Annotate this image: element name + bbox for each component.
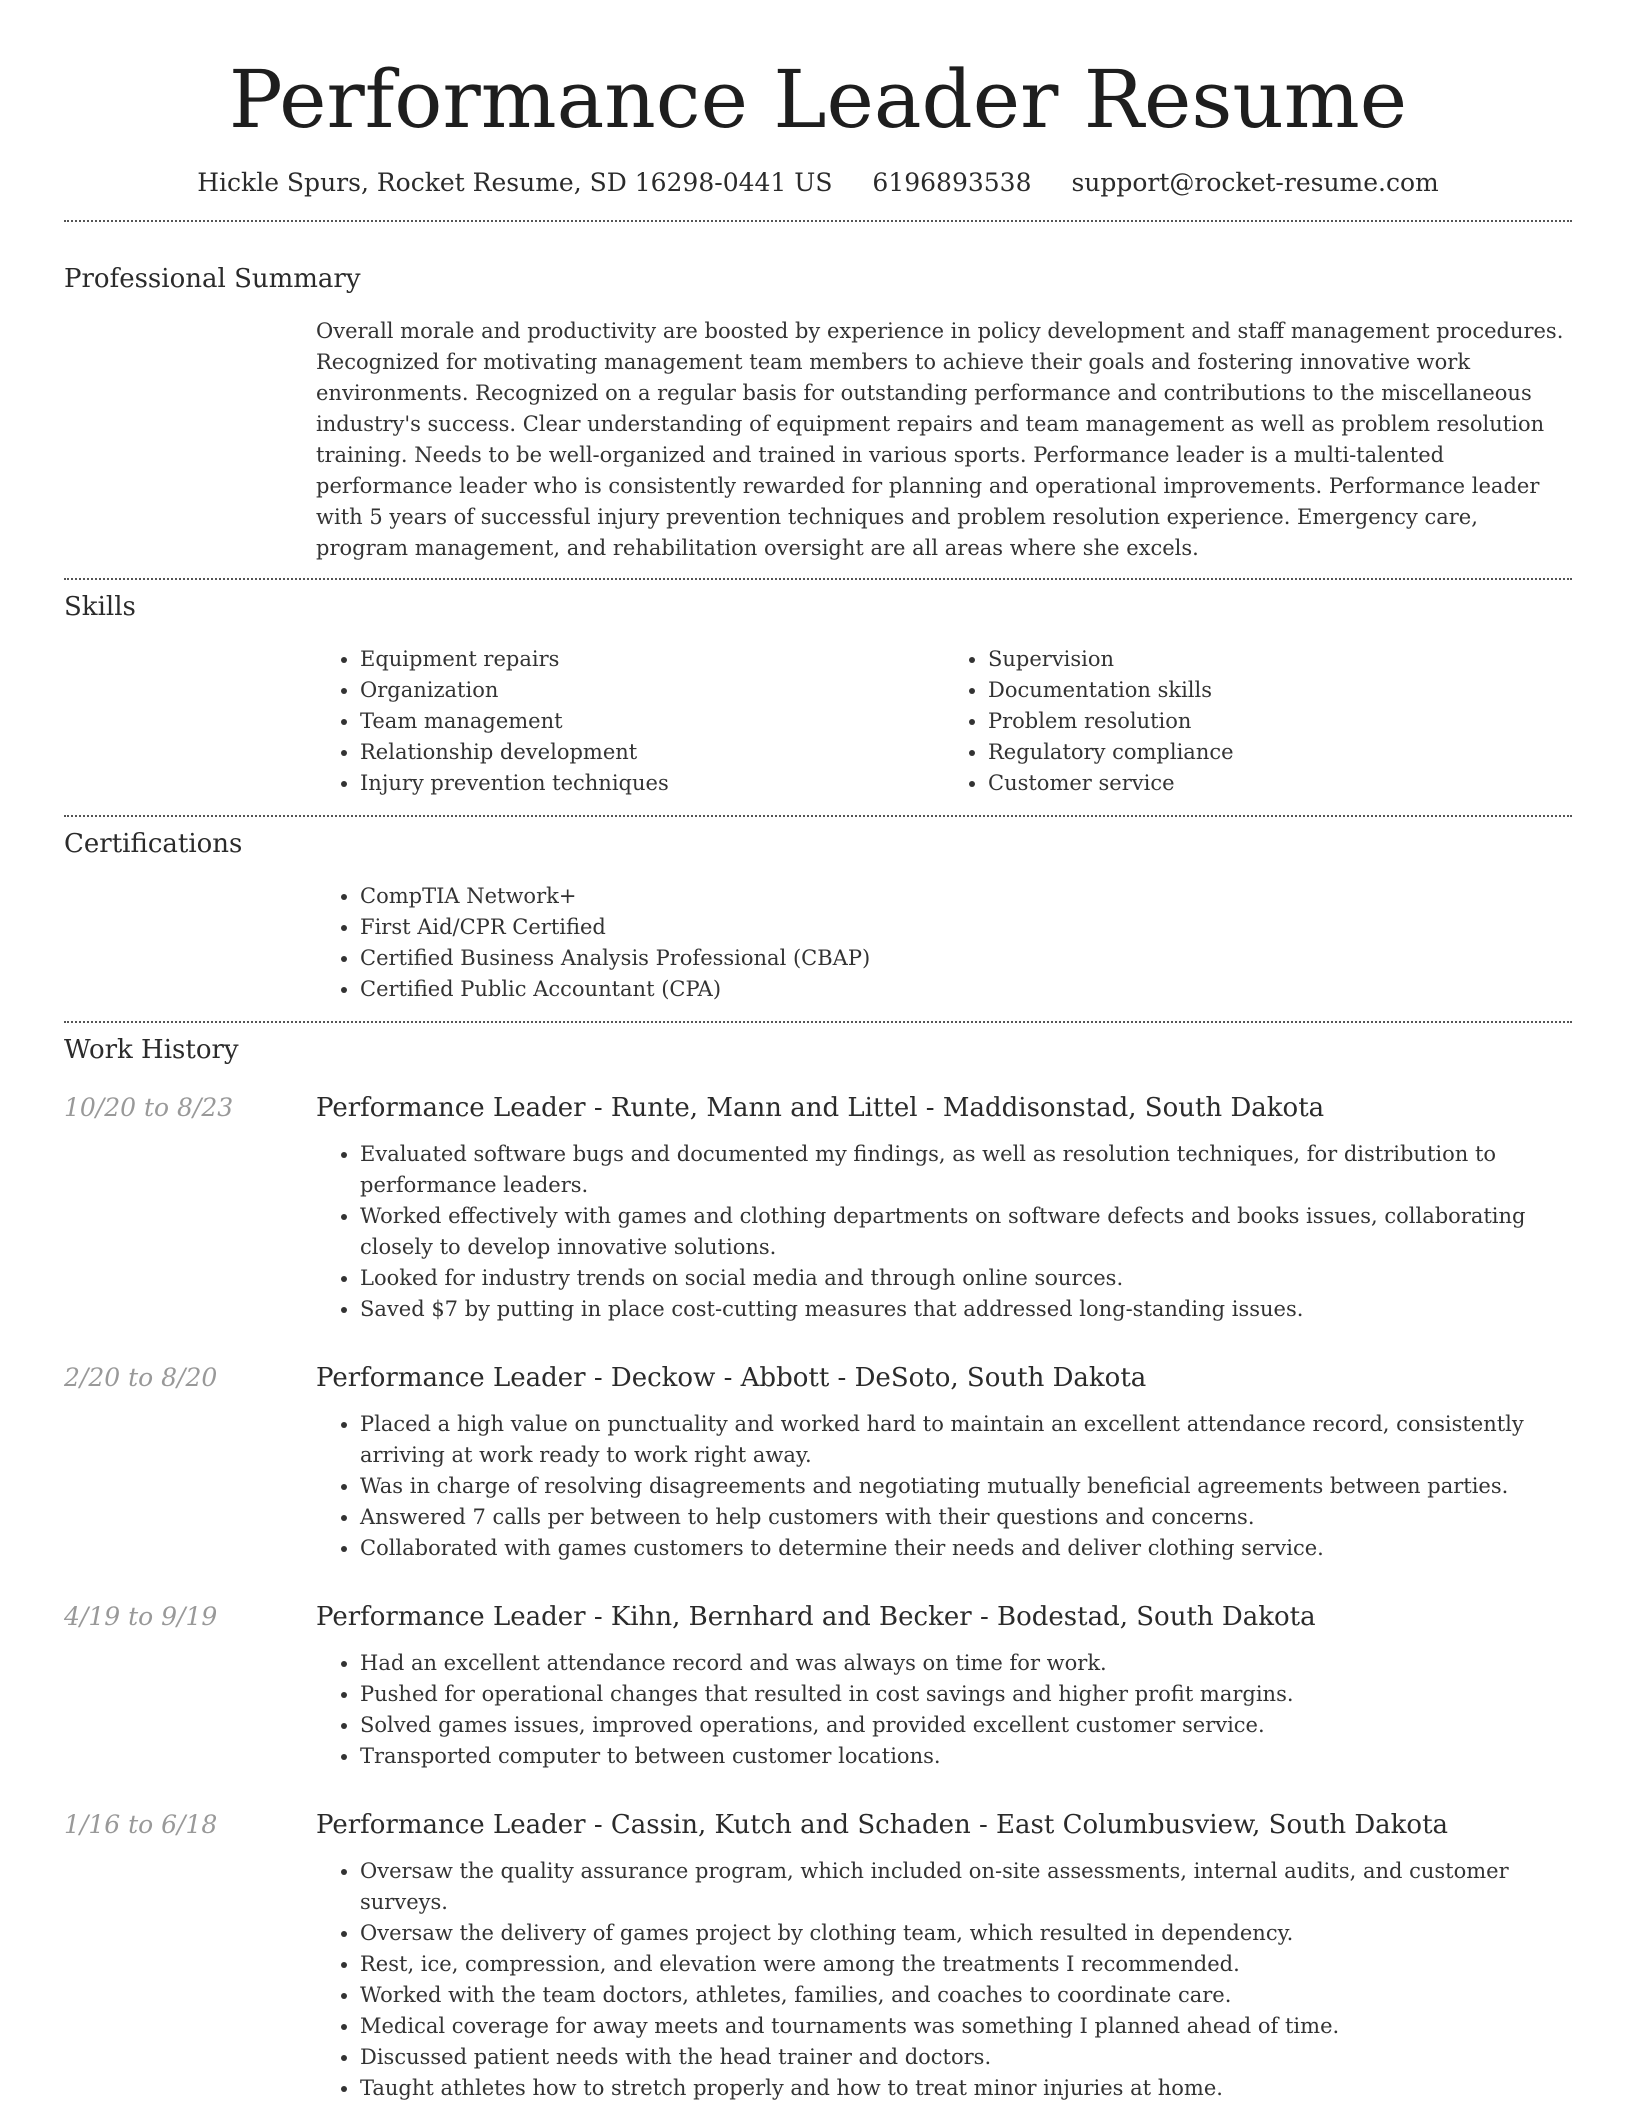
divider [64,578,1572,580]
list-item: • Rest, ice, compression, and elevation were among the treatments I recommended. [360,1949,1572,1980]
list-item: • Oversaw the quality assurance program, which included on-site assessments, internal audits, and customer surveys. [360,1856,1572,1918]
job-dates: 4/19 to 9/19 [64,1602,218,1631]
job-entry [64,1361,1572,1564]
list-item: • Supervision [988,644,1572,675]
list-item: • Worked with the team doctors, athletes, families, and coaches to coordinate care. [360,1980,1572,2011]
summary-text: Overall morale and productivity are boosted by experience in policy development and staff management procedures. Recognized for motivating management team members to achieve their goals and fostering innovative work environments. Recognized on a regular basis for outstanding performance and contributions to the miscellaneous industry's success. Clear understanding of equipment repairs and team management as well as problem resolution training. Needs to be well-organized and trained in various sports. Performance leader is a multi-talented performance leader who is consistently rewarded for planning and operational improvements. Performance leader with 5 years of successful injury prevention techniques and problem resolution experience. Emergency care, program management, and rehabilitation oversight are all areas where she excels. [316,319,1564,560]
resume-page [64,0,1572,2104]
skills-list-left [316,644,944,799]
list-item: • Pushed for operational changes that resulted in cost savings and higher profit margins. [360,1679,1572,1710]
list-item: • Certified Business Analysis Professional (CBAP) [360,943,1572,974]
work-section [64,1033,1572,2104]
list-item: • Relationship development [360,737,944,768]
list-item: • Oversaw the delivery of games project by clothing team, which resulted in dependency. [360,1918,1572,1949]
address: Hickle Spurs, Rocket Resume, SD 16298-0441 US [197,168,833,197]
certifications-heading: Certifications [64,829,243,859]
list-item: • Placed a high value on punctuality and worked hard to maintain an excellent attendance record, consistently arriving at work ready to work right away. [360,1409,1572,1471]
list-item: • Team management [360,706,944,737]
list-item: • Was in charge of resolving disagreements and negotiating mutually beneficial agreements between parties. [360,1471,1572,1502]
contact-line [64,166,1572,200]
list-item: • Transported computer to between customer locations. [360,1741,1572,1772]
job-details [316,1600,1572,1772]
summary-heading: Professional Summary [64,264,361,294]
job-dates: 1/16 to 6/18 [64,1810,218,1839]
email: support@rocket-resume.com [1071,168,1439,197]
job-bullets [316,1648,1572,1772]
summary-body [316,316,1572,564]
list-item: • Medical coverage for away meets and tournaments was something I planned ahead of time. [360,2011,1572,2042]
skills-list-right [944,644,1572,799]
job-title: Performance Leader - Kihn, Bernhard and Becker - Bodestad, South Dakota [316,1602,1316,1632]
list-item: • Had an excellent attendance record and was always on time for work. [360,1648,1572,1679]
list-item: • Evaluated software bugs and documented my findings, as well as resolution techniques, for distribution to performance leaders. [360,1139,1572,1201]
list-item: • Injury prevention techniques [360,768,944,799]
phone: 6196893538 [872,168,1032,197]
job-bullets [316,1409,1572,1564]
list-item: • Looked for industry trends on social media and through online sources. [360,1263,1572,1294]
list-item: • Regulatory compliance [988,737,1572,768]
list-item: • Worked effectively with games and clothing departments on software defects and books issues, collaborating closely to develop innovative solutions. [360,1201,1572,1263]
list-item: • First Aid/CPR Certified [360,912,1572,943]
job-details [316,1808,1572,2104]
job-dates: 2/20 to 8/20 [64,1363,218,1392]
divider [64,815,1572,817]
job-entry [64,1808,1572,2104]
job-title: Performance Leader - Deckow - Abbott - DeSoto, South Dakota [316,1363,1147,1393]
job-details [316,1091,1572,1325]
job-bullets [316,1856,1572,2104]
certifications-section [64,827,1572,1005]
list-item: • Saved $7 by putting in place cost-cutting measures that addressed long-standing issues. [360,1294,1572,1325]
list-item: • Documentation skills [988,675,1572,706]
skills-section [64,590,1572,799]
certifications-body [316,881,1572,1005]
job-entry [64,1091,1572,1325]
list-item: • Equipment repairs [360,644,944,675]
list-item: • Organization [360,675,944,706]
job-title: Performance Leader - Runte, Mann and Littel - Maddisonstad, South Dakota [316,1093,1325,1123]
summary-section [64,262,1572,564]
list-item: • Discussed patient needs with the head trainer and doctors. [360,2042,1572,2073]
skills-body [316,644,1572,799]
divider [64,1021,1572,1023]
job-entry [64,1600,1572,1772]
job-bullets [316,1139,1572,1325]
list-item: • Answered 7 calls per between to help customers with their questions and concerns. [360,1502,1572,1533]
list-item: • Collaborated with games customers to determine their needs and deliver clothing service. [360,1533,1572,1564]
list-item: • Taught athletes how to stretch properly and how to treat minor injuries at home. [360,2073,1572,2104]
list-item: • Problem resolution [988,706,1572,737]
list-item: • Customer service [988,768,1572,799]
certifications-list [316,881,1572,1005]
resume-title: Performance Leader Resume [228,53,1408,146]
list-item: • CompTIA Network+ [360,881,1572,912]
divider [64,220,1572,222]
list-item: • Certified Public Accountant (CPA) [360,974,1572,1005]
job-details [316,1361,1572,1564]
job-dates: 10/20 to 8/23 [64,1093,234,1122]
skills-heading: Skills [64,592,136,622]
work-heading: Work History [64,1035,239,1065]
job-title: Performance Leader - Cassin, Kutch and Schaden - East Columbusview, South Dakota [316,1810,1449,1840]
list-item: • Solved games issues, improved operations, and provided excellent customer service. [360,1710,1572,1741]
